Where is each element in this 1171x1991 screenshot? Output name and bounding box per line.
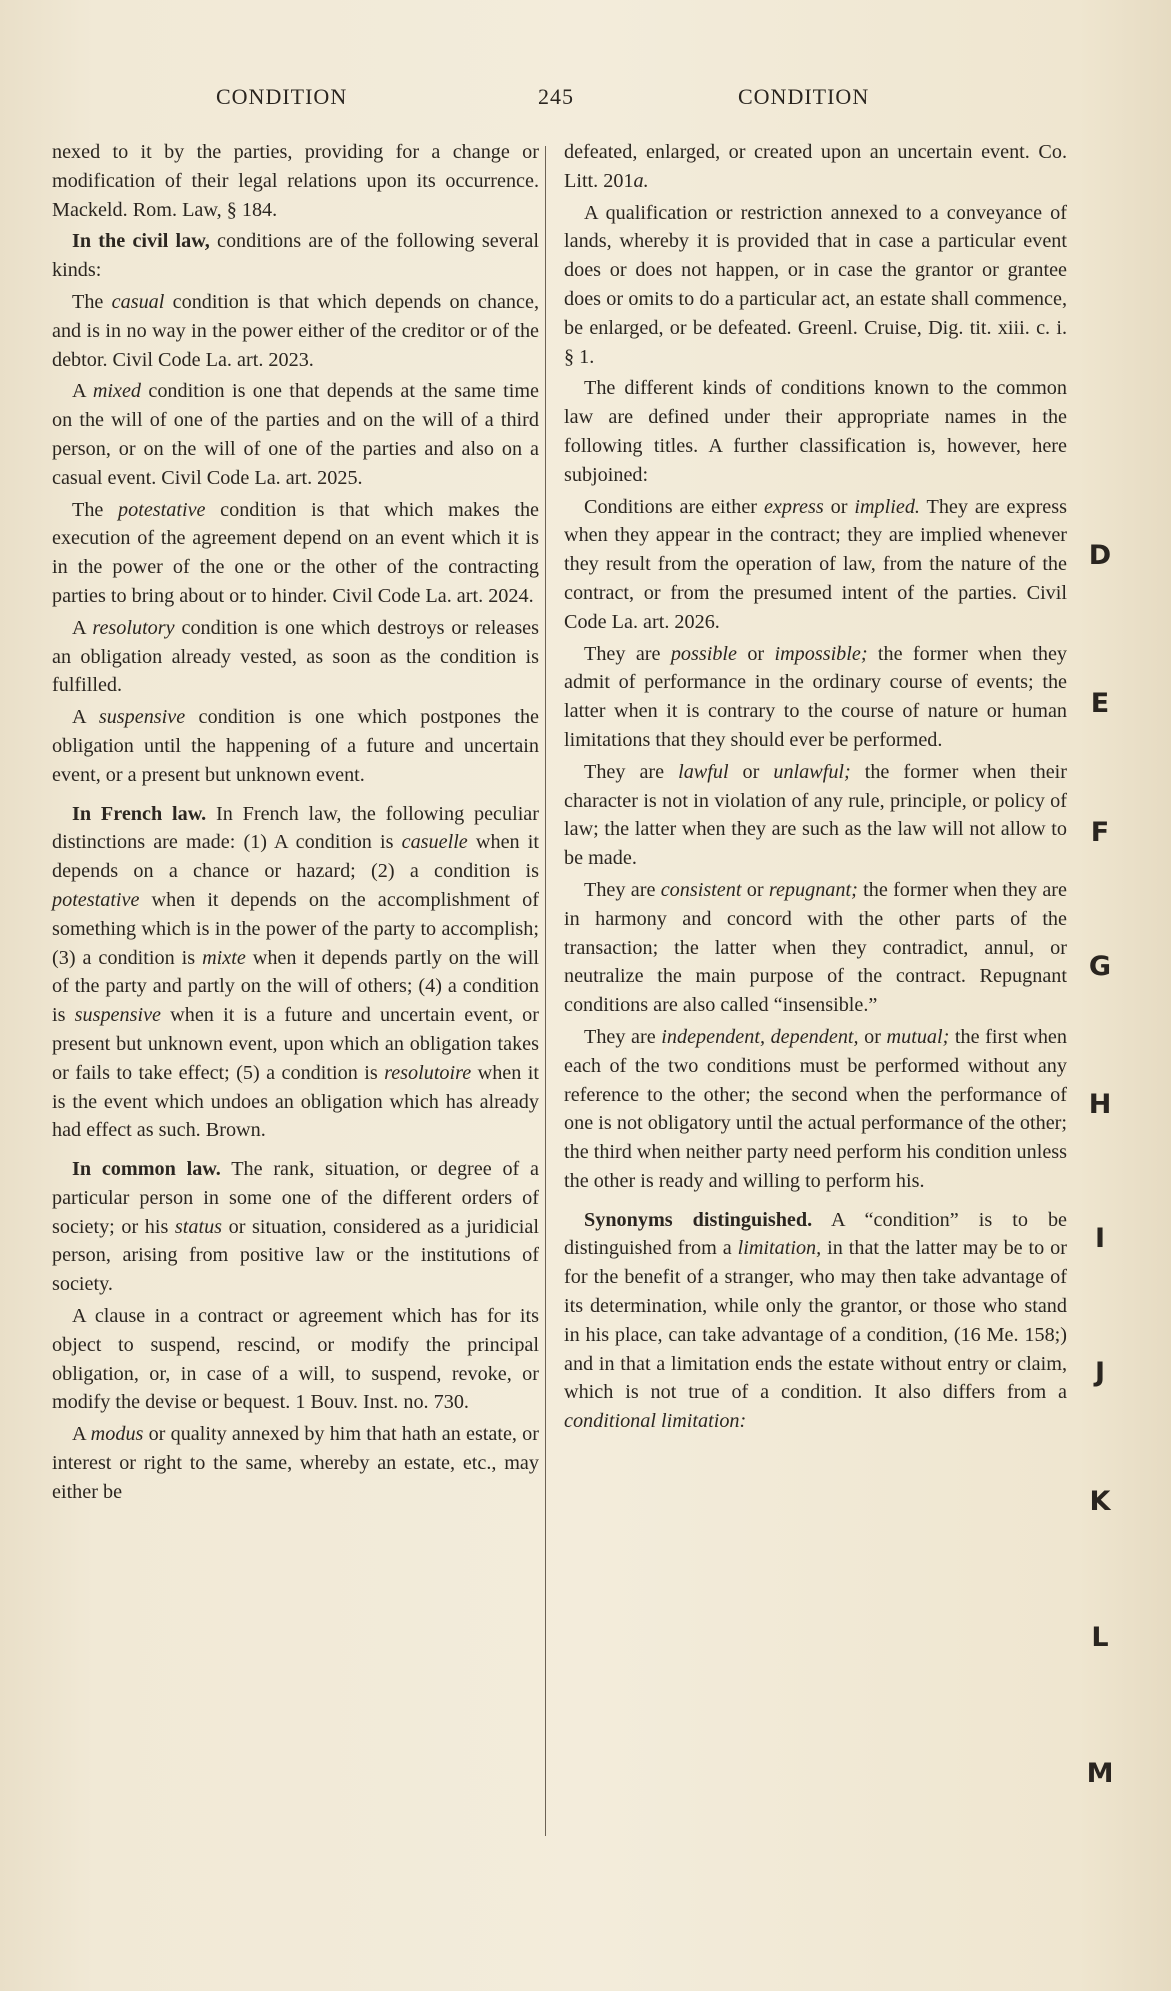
paragraph: They are consistent or repugnant; the former when they are in harmony and concord with the other parts of the transaction; the latter when they contradict, annul, or neutralize the main purpose of the contract. Repugnant conditions are also called “insensible.” [564,878,1067,1017]
thumb-index-letter: E [1090,688,1110,719]
paragraph: Conditions are either express or implied. They are express when they appear in the contract; they are implied whenever they result from the operation of law, from the nature of the contract, or from the presumed intent of the parties. Civil Code La. art. 2026. [564,495,1067,633]
paragraph: In French law. In French law, the following peculiar distinctions are made: (1) A condition is casuelle when it depends on a chance or hazard; (2) a condition is potestative when it depends on the accomplishment of something which is in the power of the party to accomplish; (3) a condition is mixte when it depends partly on the will of the party and partly on the will of others; (4) a condition is suspensive when it is a future and uncertain event, or present but unknown event, upon which an obligation takes or fails to take effect; (5) a condition is resolutoire when it is the event which undoes an obligation which has already had effect as such. Brown. [52,802,540,1142]
paragraph: A modus or quality annexed by him that hath an estate, or interest or right to the same, whereby an estate, etc., may either be [52,1423,539,1503]
column-divider [545,146,546,1836]
thumb-index-letter: I [1094,1223,1106,1254]
paragraph: In common law. The rank, situation, or degree of a particular person in some one of the different orders of society; or his status or situation, considered as a juridicial person, arising from positive law or the institutions of society. [52,1158,539,1296]
paragraph: They are possible or impossible; the former when they admit of performance in the ordinary course of events; the latter when it is contrary to the course of nature or human limitations that they should ever be performed. [564,642,1067,751]
paragraph: A mixed condition is one that depends at the same time on the will of one of the parties and on the will of a third person, or on the will of one of the parties and also on a casual event. Civil Code La. art. 2025. [52,380,539,489]
running-header [0,84,1171,124]
paragraph: They are lawful or unlawful; the former when their character is not in violation of any rule, principle, or policy of law; the latter when they are such as the law will not allow to be made. [564,760,1067,870]
thumb-index-letter: M [1086,1758,1114,1789]
page-number: 245 [538,84,574,109]
paragraph: defeated, enlarged, or created upon an uncertain event. Co. Litt. 201a. [564,141,1067,192]
header-left-term: CONDITION [216,84,348,109]
paragraph: Synonyms distinguished. A “condition” is to be distinguished from a limitation, in that the latter may be to or for the benefit of a stranger, who may then take advantage of its determination, while only the grantor, or those who stand in his place, can take advantage of a condition, (16 Me. 158;) and in that a limitation ends the estate without entry or claim, which is not true of a condition. It also differs from a conditional limitation: [564,1208,1068,1433]
thumb-index-letter: J [1094,1357,1106,1388]
thumb-index-letter: D [1088,540,1112,571]
thumb-index-letter: G [1088,951,1112,982]
paragraph: In the civil law, conditions are of the following several kinds: [52,230,539,282]
thumb-index-letter: L [1091,1622,1109,1653]
header-right-term: CONDITION [738,84,870,109]
paragraph: They are independent, dependent, or mutual; the first when each of the two conditions must be performed without any reference to the other; the second when the performance of one is not obligatory until the actual performance of the other; the third when neither party need perform his condition unless the other is ready and willing to perform his. [564,1025,1067,1192]
thumb-index-letter: F [1090,817,1110,848]
paragraph: A suspensive condition is one which postpones the obligation until the happening of a future and uncertain event, or a present but unknown event. [52,706,539,786]
paragraph: The potestative condition is that which makes the execution of the agreement depend on an event which it is in the power of the one or the other of the contracting parties to bring about or to hinder. Civil Code La. art. 2024. [52,498,539,607]
paragraph: The different kinds of conditions known to the common law are defined under their appropriate names in the following titles. A further classification is, however, here subjoined: [564,377,1067,486]
paragraph: The casual condition is that which depends on chance, and is in no way in the power either of the creditor or of the debtor. Civil Code La. art. 2023. [52,290,539,371]
paragraph: nexed to it by the parties, providing for a change or modification of their legal relations upon its occurrence. Mackeld. Rom. Law, § 184. [52,141,539,221]
paragraph: A clause in a contract or agreement which has for its object to suspend, rescind, or modify the principal obligation, or, in case of a will, to suspend, revoke, or modify the devise or bequest. 1 Bouv. Inst. no. 730. [52,1305,539,1414]
paragraph: A resolutory condition is one which destroys or releases an obligation already vested, as soon as the condition is fulfilled. [52,616,539,697]
thumb-index-letter: H [1088,1089,1112,1120]
paragraph: A qualification or restriction annexed to a conveyance of lands, whereby it is provided that in case a particular event does or does not happen, or in case the grantor or grantee does or omits to do a particular act, an estate shall commence, be enlarged, or be defeated. Greenl. Cruise, Dig. tit. xiii. c. i. § 1. [564,201,1067,368]
left-column [52,138,539,1510]
thumb-index-letter: K [1089,1486,1111,1517]
right-column [564,138,1067,1439]
